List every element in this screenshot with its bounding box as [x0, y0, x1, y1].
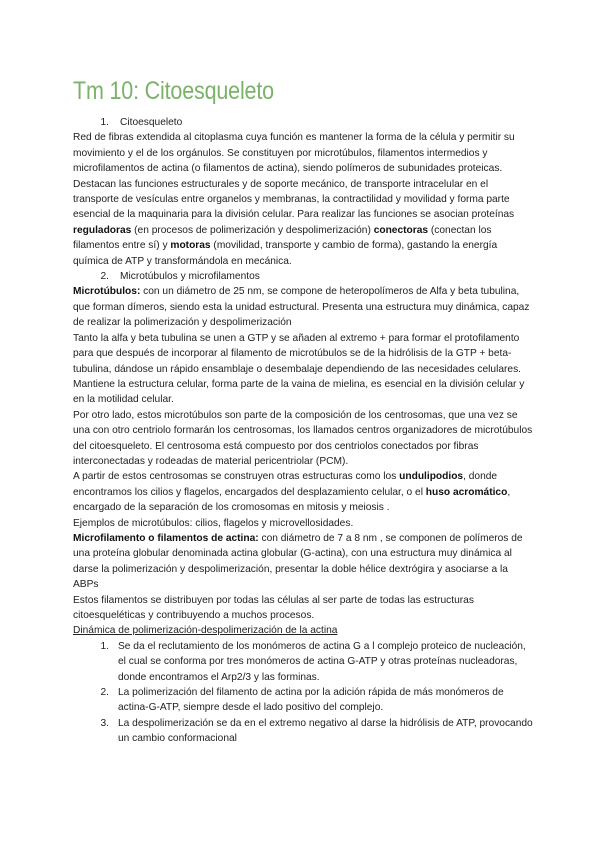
list-item: [73, 639, 533, 685]
text-run: A partir de estos centrosomas se construyen otras estructuras como los: [73, 471, 400, 483]
section-number: 1.: [100, 117, 109, 128]
text-run: (conectan los filamentos entre sí) y: [73, 224, 492, 252]
section-label: Citoesqueleto: [120, 117, 183, 128]
list-item: [73, 685, 533, 716]
page-title: Tm 10: Citoesqueleto: [73, 77, 274, 105]
section-number: 2.: [100, 271, 109, 283]
paragraph-microtubulos: [73, 284, 533, 330]
bold-term-conectoras: conectoras: [373, 224, 429, 236]
section-heading-1: [73, 115, 533, 130]
list-item: [73, 716, 533, 747]
paragraph-undulipodios: [73, 469, 533, 515]
text-run: , encargado de la separación de los cromosomas en mitosis y meiosis .: [73, 486, 511, 514]
section-label: Microtúbulos y microfilamentos: [120, 271, 260, 283]
list-text: La polimerización del filamento de actina por la adición rápida de más monómeros de actina-G-ATP, siempre desde el lado positivo del complejo.: [118, 687, 504, 714]
paragraph-functions: [73, 177, 533, 269]
text-run: con un diámetro de 25 nm, se compone de heteropolímeros de Alfa y beta tubulina, que forman dímeros, siendo esta la unidad estructural. Presenta una estructura muy dinámica, capaz de realizar la polimerización y despolimerización: [73, 286, 530, 329]
section-heading-2: [73, 269, 533, 284]
paragraph-definition: Red de fibras extendida al citoplasma cuya función es mantener la forma de la célula y permitir su movimiento y el de los orgánulos. Se constituyen por microtúbulos, filamentos intermedios y microfilamentos de actina (o filamentos de actina), siendo polímeros de subunidades proteicas.: [73, 132, 515, 175]
list-text: La despolimerización se da en el extremo negativo al darse la hidrólisis de ATP, provocando un cambio conformacional: [118, 717, 533, 745]
paragraph-centrosomas: Por otro lado, estos microtúbulos son parte de la composición de los centrosomas, que una vez se una con otro centriolo formarán los centrosomas, los llamados centros organizadores de microtúbulos del citoesqueleto. El centrosoma está compuesto por dos centriolos conectados por fibras interconectadas y rodeadas de material pericentriolar (PCM).: [73, 409, 533, 467]
paragraph-microfilamento: [73, 531, 533, 593]
bold-term-reguladoras: reguladoras: [73, 224, 132, 236]
paragraph-tubulina: Tanto la alfa y beta tubulina se unen a GTP y se añaden al extremo + para formar el protofilamento para que después de incorporar al filamento de microtúbulos se de la hidrólisis de la GTP + beta-tubulina, dándose un rápido ensamblaje o desembalaje dependiendo de las necesidades celulares.: [73, 332, 522, 375]
list-text: Se da el reclutamiento de los monómeros de actina G a l complejo proteico de nucleación, el cual se conforma por tres monómeros de actina G-ATP y otras proteínas nucleadoras, donde encontramos el Arp2/3 y las forminas.: [118, 640, 526, 683]
paragraph-ejemplos: Ejemplos de microtúbulos: cilios, flagelos y microvellosidades.: [73, 517, 354, 529]
text-run: (movilidad, transporte y cambio de forma), gastando la energía química de ATP y transformándola en mecánica.: [73, 240, 498, 267]
text-run: , donde encontramos los cilios y flagelos, encargados del desplazamiento celular, o el: [73, 471, 498, 498]
list-number: 1.: [100, 640, 109, 652]
bold-term-microfilamento: Microfilamento o filamentos de actina:: [73, 532, 259, 544]
text-run: Destacan las funciones estructurales y de soporte mecánico, de transporte intracelular en el transporte de vesículas entre organelos y membranas, la contractilidad y movilidad y forma parte esencial de la maquinaria para la división celular. Para realizar las funciones se asocian proteínas: [73, 178, 515, 221]
paragraph-estructura: Mantiene la estructura celular, forma parte de la vaina de mielina, es esencial en la división celular y en la motilidad celular.: [73, 378, 525, 406]
paragraph-distribucion: Estos filamentos se distribuyen por todas las células al ser parte de todas las estructuras citoesqueléticas y contribuyendo a muchos procesos.: [73, 594, 474, 621]
text-run: (en procesos de polimerización y despolimerización): [131, 224, 374, 236]
bold-term-microtubulos: Microtúbulos:: [73, 286, 141, 298]
bold-term-undulipodios: undulipodios: [399, 471, 464, 483]
text-run: con diámetro de 7 a 8 nm , se componen de polímeros de una proteína globular denominada actina globular (G-actina), con una estructura muy dinámica al darse la polimerización y despolimerización, presentar la doble hélice dextrógira y asociarse a la ABPs: [73, 532, 523, 591]
list-number: 2.: [100, 687, 109, 699]
document-body: [73, 115, 533, 747]
bold-term-huso: huso acromático: [425, 486, 508, 498]
subheading-dinamica: Dinámica de polimerización-despolimerización de la actina: [73, 625, 338, 637]
list-number: 3.: [100, 717, 109, 729]
bold-term-motoras: motoras: [170, 240, 211, 252]
